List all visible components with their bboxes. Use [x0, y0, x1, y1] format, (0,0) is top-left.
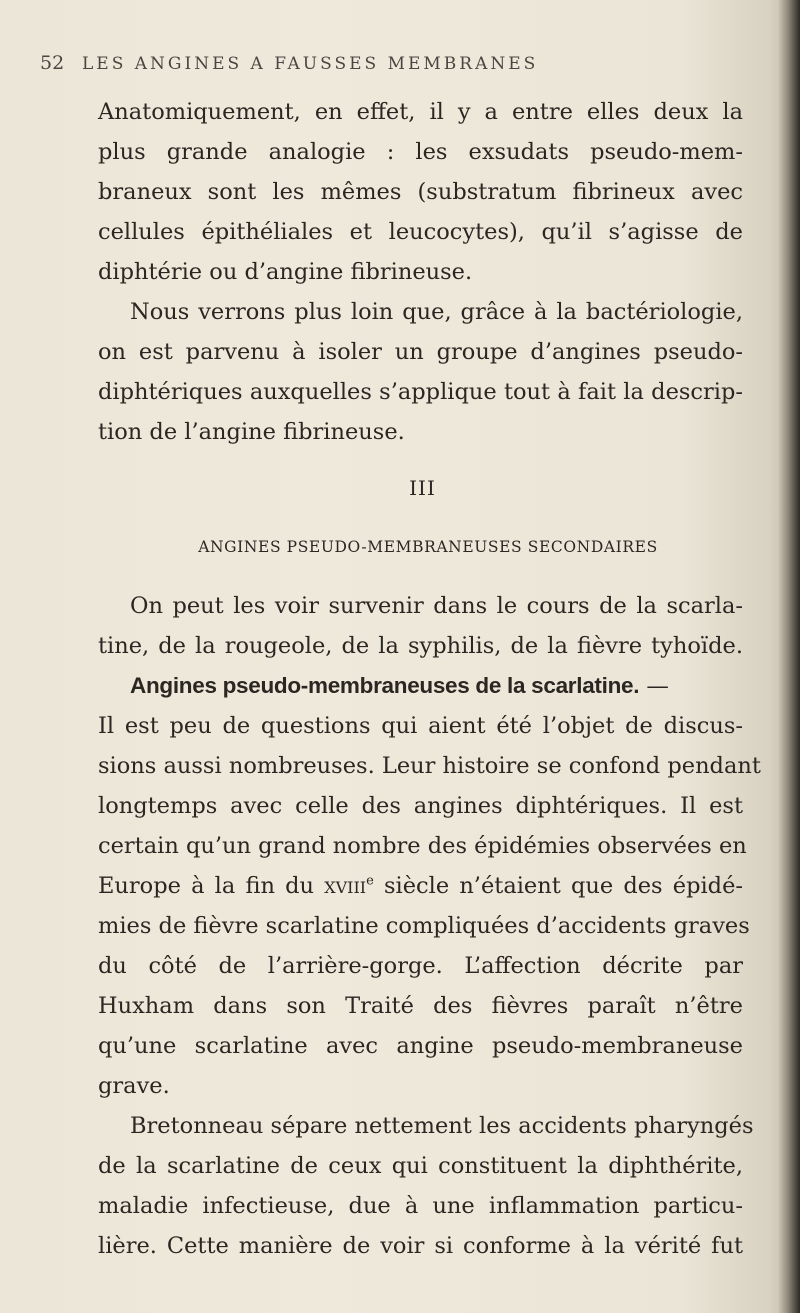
text-line: diphtériques auxquelles s’applique tout à fait la descrip-	[98, 379, 743, 405]
text-block-lower	[98, 586, 761, 1266]
text-line: cellules épithéliales et leucocytes), qu’il s’agisse de	[98, 219, 743, 245]
text-line: longtemps avec celle des angines diphtériques. Il est	[98, 793, 743, 819]
text-line: On peut les voir survenir dans le cours de la scarla-	[130, 593, 743, 619]
text-fragment: siècle n’étaient que des épidé-	[373, 873, 743, 899]
text-block-upper	[98, 92, 743, 452]
text-line: de la scarlatine de ceux qui constituent la diphthérite,	[98, 1153, 743, 1179]
text-line	[98, 866, 743, 906]
subheading-line	[98, 666, 743, 706]
text-line: Bretonneau sépare nettement les accidents pharyngés	[130, 1113, 754, 1139]
text-line: mies de fièvre scarlatine compliquées d’accidents graves	[98, 913, 750, 939]
running-head-title: LES ANGINES A FAUSSES MEMBRANES	[82, 54, 539, 74]
text-fragment: Europe à la fin du	[98, 873, 325, 899]
text-line: Il est peu de questions qui aient été l’objet de discus-	[98, 713, 743, 739]
section-number: III	[409, 476, 436, 500]
subheading: Angines pseudo-membraneuses de la scarlatine.	[130, 673, 640, 698]
text-line: diphtérie ou d’angine fibrineuse.	[98, 259, 473, 285]
text-line: certain qu’un grand nombre des épidémies observées en	[98, 833, 747, 859]
text-line: tine, de la rougeole, de la syphilis, de la fièvre tyhoïde.	[98, 633, 743, 659]
text-line: on est parvenu à isoler un groupe d’angines pseudo-	[98, 339, 743, 365]
text-line: sions aussi nombreuses. Leur histoire se confond pendant	[98, 753, 761, 779]
text-line: tion de l’angine fibrineuse.	[98, 419, 405, 445]
subheading-dash: —	[639, 673, 669, 699]
section-title: ANGINES PSEUDO-MEMBRANEUSES SECONDAIRES	[198, 538, 658, 556]
page-number: 52	[40, 52, 65, 74]
text-line: braneux sont les mêmes (substratum fibrineux avec	[98, 179, 743, 205]
century-numeral: xviii	[324, 873, 367, 899]
text-line: maladie infectieuse, due à une inflammation particu-	[98, 1193, 743, 1219]
text-line: Huxham dans son Traité des fièvres paraît n’être	[98, 993, 743, 1019]
text-line: lière. Cette manière de voir si conforme à la vérité fut	[98, 1233, 743, 1259]
text-line: grave.	[98, 1073, 170, 1099]
running-head	[40, 52, 770, 88]
page-edge-shadow	[778, 0, 800, 1313]
text-line: du côté de l’arrière-gorge. L’affection décrite par	[98, 953, 743, 979]
text-line: Anatomiquement, en effet, il y a entre elles deux la	[98, 99, 743, 125]
century-superscript: e	[366, 873, 374, 889]
text-line: qu’une scarlatine avec angine pseudo-membraneuse	[98, 1033, 743, 1059]
text-line: plus grande analogie : les exsudats pseudo-mem-	[98, 139, 743, 165]
text-line: Nous verrons plus loin que, grâce à la bactériologie,	[130, 299, 743, 325]
